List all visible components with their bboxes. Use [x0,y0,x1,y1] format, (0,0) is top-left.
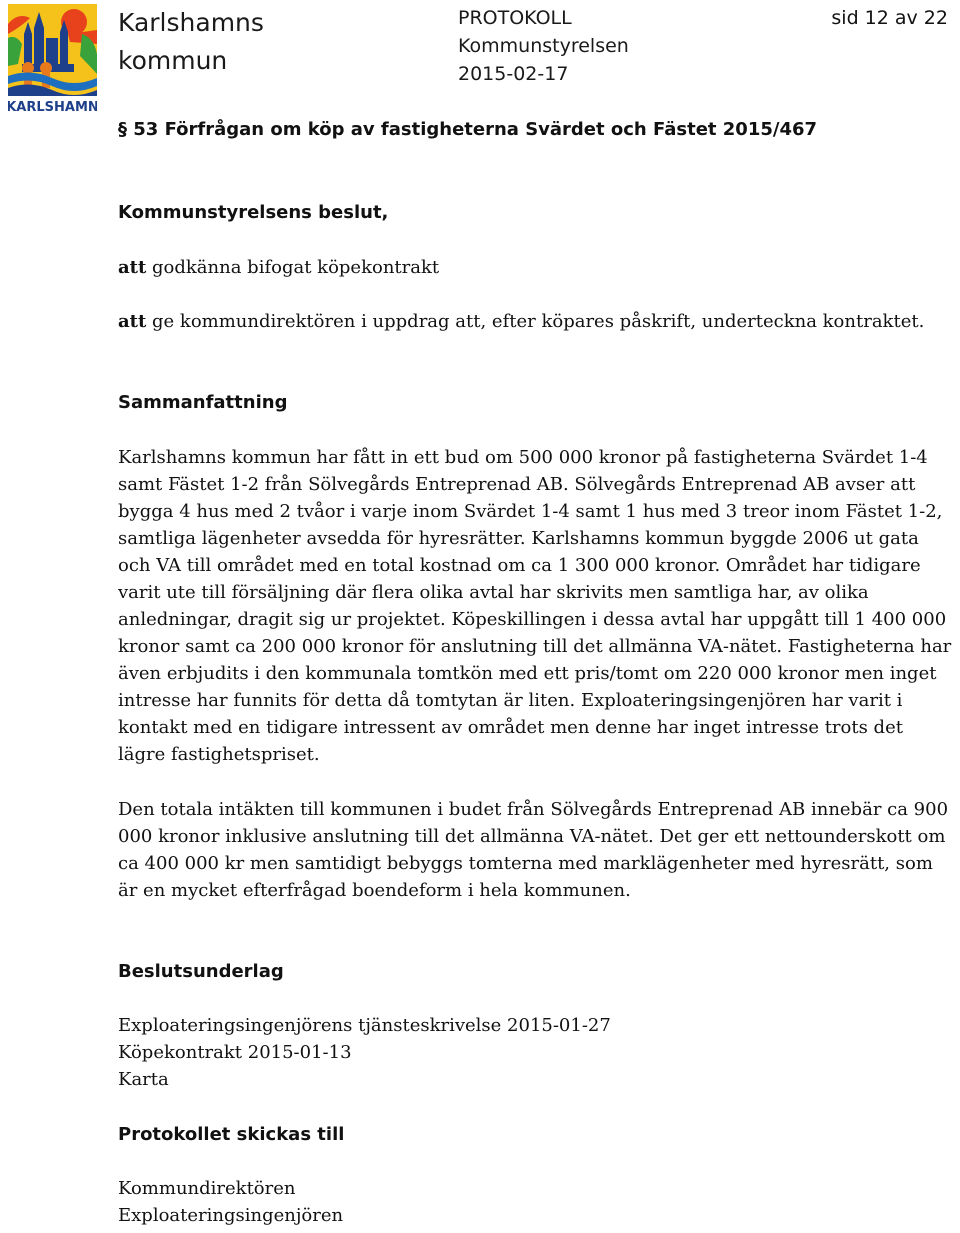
distribution-item: Kommundirektören [118,1178,296,1199]
decision-item-2-text: ge kommundirektören i uppdrag att, efter köpares påskrift, underteckna kontraktet. [146,311,925,332]
decision-title: Kommunstyrelsens beslut, [118,202,389,223]
logo-wordmark: KARLSHAMN [8,100,97,114]
org-line-2: kommun [118,46,228,75]
basis-title: Beslutsunderlag [118,961,284,982]
decision-item-1-text: godkänna bifogat köpekontrakt [146,257,440,278]
summary-title: Sammanfattning [118,392,288,413]
basis-item: Karta [118,1069,169,1090]
organization-name [118,4,264,80]
document-header [458,4,629,88]
summary-paragraph-1: Karlshamns kommun har fått in ett bud om 500 000 kronor på fastigheterna Svärdet 1-4 samt Fästet 1-2 från Sölvegårds Entreprenad AB. Sölvegårds Entreprenad AB avser att bygga 4 hus med 2 tvåor i varje inom Svärdet 1-4 samt 1 hus med 3 treor inom Fästet 1-2, samtliga lägenheter avsedda för hyresrätter. Karlshamns kommun byggde 2006 ut gata och VA till området med en total kostnad om ca 1 300 000 kronor. Området har tidigare varit ute till försäljning där flera olika avtal har skrivits men samtliga har, av olika anledningar, dragit sig ur projektet. Köpeskillingen i dessa avtal har uppgått till 1 400 000 kronor samt ca 200 000 kronor för anslutning till det allmänna VA-nätet. Fastigheterna har även erbjudits i den kommunala tomtkön med ett pris/tomt om 220 000 kronor men inget intresse har funnits för detta då tomtytan är liten. Exploateringsingenjören har varit i kontakt med en tidigare intressent av området men denne har inget intresse trots det lägre fastighetspriset. [118,447,952,765]
karlshamn-crest-icon [8,4,97,114]
summary-paragraph-2: Den totala intäkten till kommunen i budet från Sölvegårds Entreprenad AB innebär ca 900 000 kronor inklusive anslutning till det allmänna VA-nätet. Det ger ett nettounderskott om ca 400 000 kr men samtidigt bebyggs tomterna med marklägenheter med hyresrätt, som är en mycket efterfrågad boendeform i hela kommunen. [118,799,949,901]
page-number: sid 12 av 22 [831,7,948,29]
document-type: PROTOKOLL [458,7,572,29]
distribution-list [118,1175,954,1229]
committee-name: Kommunstyrelsen [458,35,629,57]
basis-item: Köpekontrakt 2015-01-13 [118,1042,352,1063]
decision-item-1-prefix: att [118,257,147,278]
distribution-title: Protokollet skickas till [118,1124,345,1145]
meeting-date: 2015-02-17 [458,63,569,85]
decision-item-2-prefix: att [118,311,147,332]
basis-list [118,1012,954,1093]
org-line-1: Karlshamns [118,8,264,37]
decision-item-2 [118,308,954,335]
basis-item: Exploateringsingenjörens tjänsteskrivelse 2015-01-27 [118,1015,611,1036]
decision-item-1 [118,254,954,281]
section-heading: § 53 Förfrågan om köp av fastigheterna Svärdet och Fästet 2015/467 [118,119,818,140]
karlshamn-logo [8,4,97,114]
distribution-item: Exploateringsingenjören [118,1205,344,1226]
